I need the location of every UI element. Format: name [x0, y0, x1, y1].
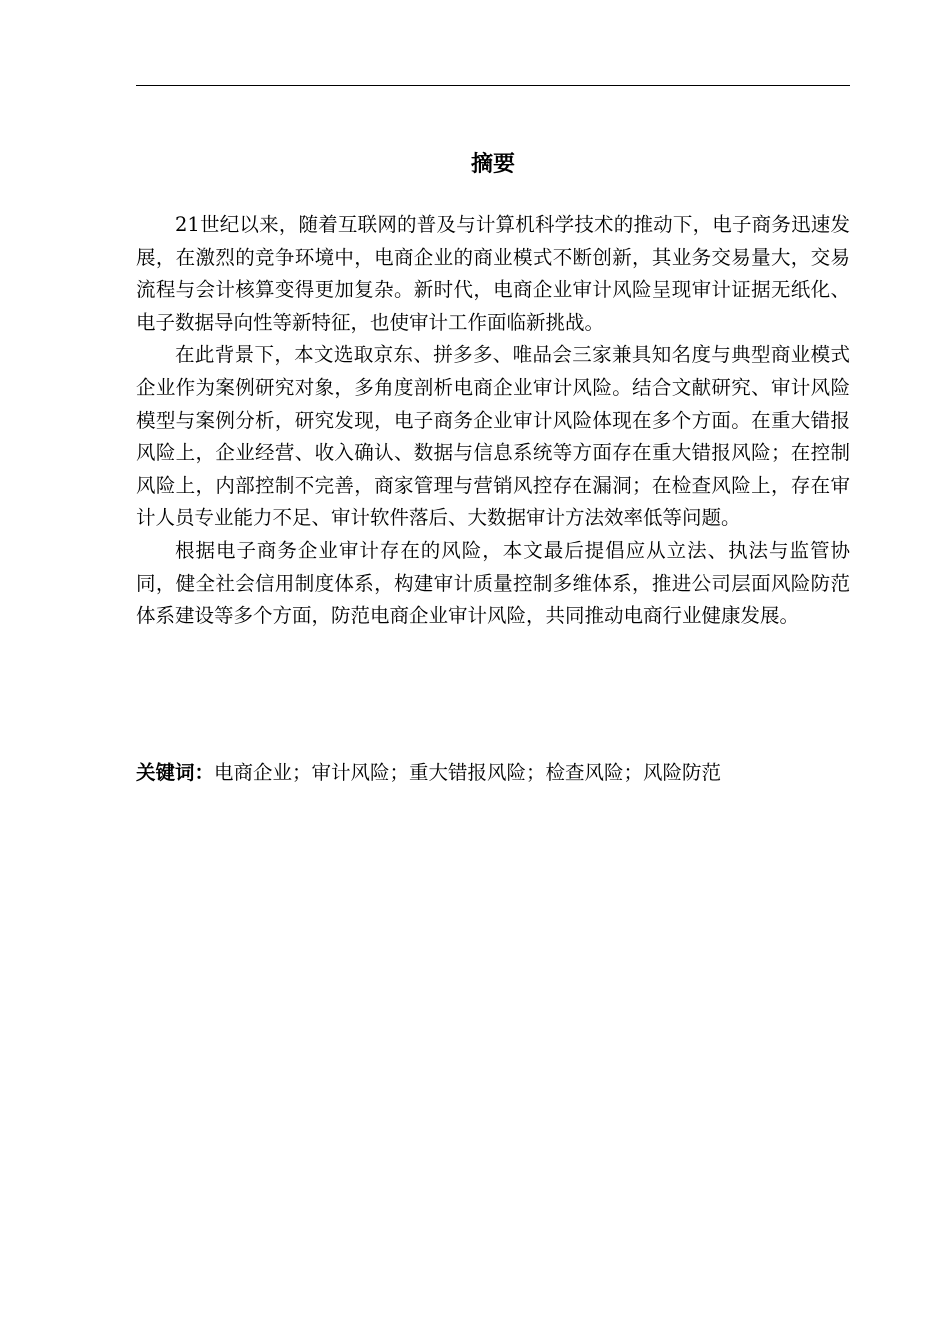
- header-rule: [136, 85, 850, 86]
- abstract-paragraph-1: 21世纪以来，随着互联网的普及与计算机科学技术的推动下，电子商务迅速发展，在激烈的竞争环境中，电商企业的商业模式不断创新，其业务交易量大，交易流程与会计核算变得更加复杂。新时代，电商企业审计风险呈现审计证据无纸化、电子数据导向性等新特征，也使审计工作面临新挑战。: [136, 213, 850, 334]
- abstract-body: [136, 209, 850, 633]
- abstract-paragraph-2: 在此背景下，本文选取京东、拼多多、唯品会三家兼具知名度与典型商业模式企业作为案例研究对象，多角度剖析电商企业审计风险。结合文献研究、审计风险模型与案例分析，研究发现，电子商务企业审计风险体现在多个方面。在重大错报风险上，企业经营、收入确认、数据与信息系统等方面存在重大错报风险；在控制风险上，内部控制不完善，商家管理与营销风控存在漏洞；在检查风险上，存在审计人员专业能力不足、审计软件落后、大数据审计方法效率低等问题。: [136, 343, 850, 530]
- abstract-paragraph-3: 根据电子商务企业审计存在的风险，本文最后提倡应从立法、执法与监管协同，健全社会信用制度体系，构建审计质量控制多维体系，推进公司层面风险防范体系建设等多个方面，防范电商企业审计风险，共同推动电商行业健康发展。: [136, 538, 850, 628]
- abstract-title: 摘要: [470, 152, 515, 177]
- keywords-line: [136, 757, 850, 789]
- keywords-label: 关键词：: [136, 761, 215, 784]
- keywords-list: 电商企业；审计风险；重大错报风险；检查风险；风险防范: [214, 761, 722, 784]
